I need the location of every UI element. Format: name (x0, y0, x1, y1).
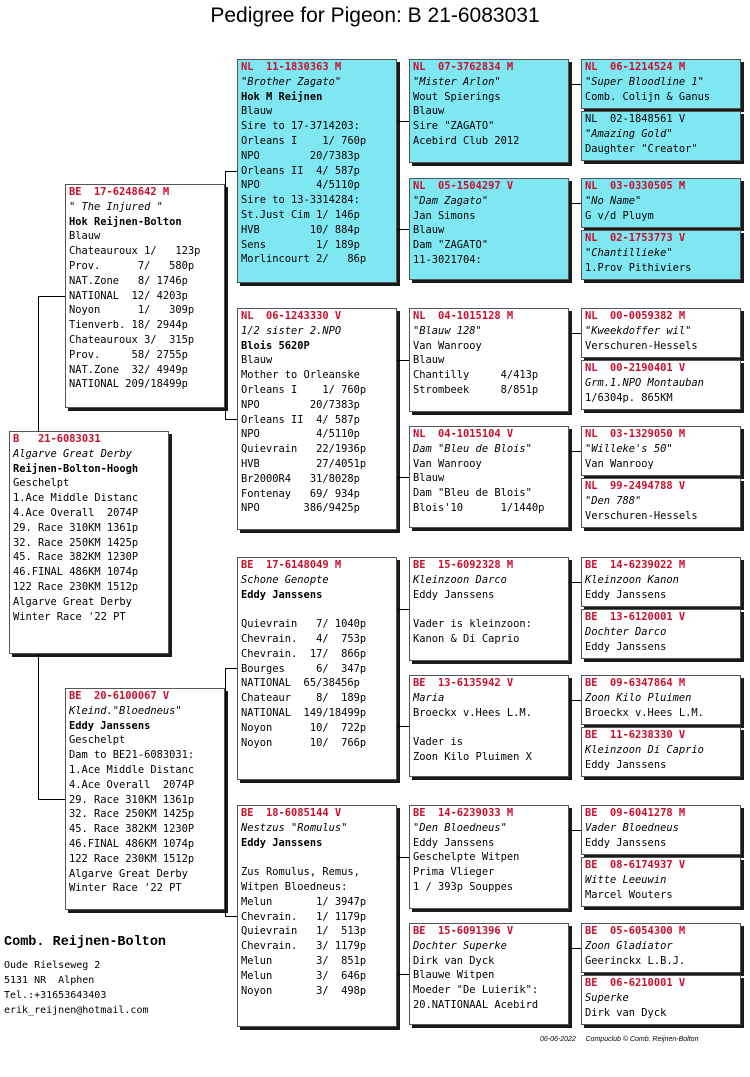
ring-number: NL 03-1329050 M (585, 428, 686, 440)
pigeon-info-line: Chateaur 8/ 189p (241, 692, 367, 705)
pigeon-info-line: "Dam Zagato" (413, 194, 489, 207)
pigeon-info-line (410, 720, 568, 735)
pigeon-info-line: Superke (585, 991, 629, 1004)
pigeon-info-line: Eddy Janssens (241, 836, 323, 849)
pigeon-info-line: NAT.Zone 32/ 4949p (69, 363, 188, 376)
pigeon-info-line: Witte Leeuwin (585, 873, 667, 886)
pigeon-info-line: HVB 10/ 884p (241, 223, 360, 236)
connector-line (225, 171, 237, 172)
pigeon-info-line: Hok M Reijnen (241, 90, 323, 103)
pigeon-info-line: 1.Ace Middle Distanc (13, 492, 139, 505)
pigeon-info-line: Blauw (413, 354, 445, 367)
pigeon-info-line: 32. Race 250KM 1425p (13, 536, 139, 549)
pigeon-card-gen3-1 (409, 59, 569, 163)
pigeon-info-line: Geschelpt (69, 734, 126, 747)
pigeon-card-subject (9, 431, 169, 654)
pigeon-card-sire-sire (237, 59, 397, 283)
pigeon-info-line: 29. Race 310KM 1361p (13, 521, 139, 534)
pigeon-info-line: Chantilly 4/413p (413, 369, 539, 382)
pigeon-card-dam-dam (237, 805, 397, 1027)
pigeon-info-line: Eddy Janssens (69, 719, 151, 732)
connector-line (397, 477, 409, 478)
pigeon-info-line: Melun 3/ 646p (241, 969, 367, 982)
pigeon-info-line: Eddy Janssens (585, 588, 667, 601)
pigeon-info-line: St.Just Cim 1/ 146p (241, 208, 360, 221)
pigeon-info-line: Algarve Great Derby (13, 595, 132, 608)
pigeon-info-line: Blauw (241, 105, 273, 118)
pigeon-info-line: 1.Ace Middle Distanc (69, 763, 195, 776)
pigeon-info-line: Mother to Orleanske (241, 369, 360, 382)
connector-line (38, 654, 39, 799)
pigeon-info-line: Van Wanrooy (585, 457, 654, 470)
pigeon-card-gen4-7 (581, 426, 741, 476)
ring-number: BE 13-6135942 V (413, 677, 514, 689)
pigeon-info-line: Noyon 10/ 722p (241, 721, 367, 734)
pigeon-info-line: Quievrain 7/ 1040p (241, 618, 367, 631)
pigeon-info-line: Dirk van Dyck (413, 954, 495, 967)
pigeon-info-line: Dam "Bleu de Blois" (413, 487, 532, 500)
pigeon-info-line: NATIONAL 209/18499p (69, 378, 188, 391)
ring-number: NL 05-1504297 V (413, 180, 514, 192)
pigeon-info-line (238, 850, 396, 865)
pigeon-info-line: NPO 4/5110p (241, 428, 360, 441)
pigeon-info-line: Quievrain 22/1936p (241, 443, 367, 456)
pigeon-card-sire (65, 184, 225, 408)
pigeon-info-line: Eddy Janssens (585, 836, 667, 849)
pigeon-info-line: NPO 20/7383p (241, 149, 360, 162)
pigeon-info-line: Kleind."Bloedneus" (69, 704, 182, 717)
ring-number: NL 04-1015104 V (413, 428, 514, 440)
connector-line (397, 726, 409, 727)
connector-line (397, 121, 409, 122)
pigeon-info-line: 1/6304p. 865KM (585, 391, 673, 404)
connector-line (397, 857, 409, 858)
ring-number: NL 03-0330505 M (585, 180, 686, 192)
pigeon-info-line: Orleans I 1/ 760p (241, 134, 367, 147)
ring-number: BE 05-6054300 M (585, 925, 686, 937)
pigeon-info-line: Quievrain 1/ 513p (241, 925, 367, 938)
pigeon-info-line: Kleinzoon Darco (413, 573, 507, 586)
pigeon-info-line: Zoon Kilo Pluimen X (413, 750, 532, 763)
connector-line (569, 84, 581, 85)
ring-number: NL 02-1848561 V (585, 113, 686, 125)
pigeon-card-dam (65, 688, 225, 910)
pigeon-info-line: 122 Race 230KM 1512p (69, 852, 195, 865)
pigeon-card-gen4-5 (581, 308, 741, 358)
ring-number: B 21-6083031 (13, 433, 101, 445)
pigeon-info-line: Marcel Wouters (585, 888, 673, 901)
pigeon-info-line: Algarve Great Derby (69, 867, 188, 880)
pigeon-info-line: Tienverb. 18/ 2944p (69, 319, 188, 332)
footer-stamp: 06-06-2022 Compuclub © Comb. Reijnen-Bolton (540, 1036, 699, 1043)
ring-number: BE 15-6092328 M (413, 559, 514, 571)
pigeon-card-gen3-5 (409, 557, 569, 661)
ring-number: BE 14-6239022 M (585, 559, 686, 571)
pigeon-card-gen3-2 (409, 178, 569, 280)
connector-line (397, 360, 409, 361)
pigeon-info-line: 45. Race 382KM 1230P (13, 551, 139, 564)
pigeon-info-line: Jan Simons (413, 209, 476, 222)
pigeon-info-line: Orleans II 4/ 587p (241, 413, 360, 426)
pigeon-info-line: Eddy Janssens (413, 836, 495, 849)
pigeon-info-line: 46.FINAL 486KM 1074p (69, 837, 195, 850)
pigeon-info-line: Van Wanrooy (413, 457, 482, 470)
pigeon-info-line: "Kweekdoffer wil" (585, 324, 692, 337)
ring-number: BE 14-6239033 M (413, 807, 514, 819)
connector-line (397, 609, 409, 610)
pigeon-info-line: "Den 788" (585, 494, 642, 507)
connector-line (225, 668, 237, 669)
connector-line (569, 830, 581, 831)
pigeon-info-line: 4.Ace Overall 2074P (69, 778, 195, 791)
ring-number: BE 20-6100067 V (69, 690, 170, 702)
pigeon-info-line: 1 / 393p Souppes (413, 880, 514, 893)
connector-line (225, 668, 226, 916)
ring-number: NL 02-1753773 V (585, 232, 686, 244)
pigeon-info-line: Eddy Janssens (585, 758, 667, 771)
pigeon-info-line: NATIONAL 12/ 4203p (69, 289, 188, 302)
pigeon-info-line: HVB 27/4051p (241, 457, 367, 470)
pigeon-info-line: Sire to 13-3314284: (241, 194, 360, 207)
ring-number: NL 99-2494788 V (585, 480, 686, 492)
ring-number: BE 18-6085144 V (241, 807, 342, 819)
pigeon-info-line: Nestzus "Romulus" (241, 821, 348, 834)
pigeon-info-line: Sire "ZAGATO" (413, 120, 495, 133)
connector-line (569, 700, 581, 701)
pigeon-info-line: Eddy Janssens (413, 588, 495, 601)
connector-line (569, 451, 581, 452)
pigeon-info-line: Grm.1.NPO Montauban (585, 376, 704, 389)
pigeon-info-line: Dochter Darco (585, 625, 667, 638)
pigeon-info-line: Eddy Janssens (241, 588, 323, 601)
ring-number: BE 09-6347864 M (585, 677, 686, 689)
pigeon-info-line: "Amazing Gold" (585, 127, 673, 140)
pigeon-info-line: Kleinzoon Kanon (585, 573, 679, 586)
pigeon-info-line: 20.NATIONAAL Acebird (413, 998, 539, 1011)
pigeon-info-line: Chevrain. 3/ 1179p (241, 940, 367, 953)
pigeon-info-line: Moeder "De Luierik": (413, 984, 539, 997)
pigeon-info-line: Kleinzoon Di Caprio (585, 743, 704, 756)
ring-number: BE 11-6238330 V (585, 729, 686, 741)
pigeon-info-line: Bourges 6/ 347p (241, 662, 367, 675)
pigeon-info-line: NATIONAL 65/38456p (241, 677, 360, 690)
pigeon-info-line: NATIONAL 149/18499p (241, 706, 367, 719)
pigeon-info-line: Blauw (413, 224, 445, 237)
pigeon-info-line: "Chantillieke" (585, 246, 673, 259)
pigeon-card-gen3-4 (409, 426, 569, 528)
pigeon-info-line: " The Injured " (69, 200, 163, 213)
ring-number: NL 00-2190401 V (585, 362, 686, 374)
pigeon-info-line: Chevrain. 4/ 753p (241, 632, 367, 645)
pigeon-info-line: NPO 386/9425p (241, 502, 360, 515)
pigeon-info-line: Zoon Gladiator (585, 939, 673, 952)
breeder-phone: Tel.:+31653643403 (4, 990, 107, 1001)
pigeon-info-line: Geschelpt (13, 477, 70, 490)
connector-line (38, 799, 65, 800)
pigeon-info-line: Noyon 1/ 309p (69, 304, 195, 317)
pigeon-info-line: NAT.Zone 8/ 1746p (69, 274, 188, 287)
pigeon-info-line: 46.FINAL 486KM 1074p (13, 566, 139, 579)
pigeon-info-line: 29. Race 310KM 1361p (69, 793, 195, 806)
pigeon-info-line: Broeckx v.Hees L.M. (413, 706, 532, 719)
ring-number: BE 06-6210001 V (585, 977, 686, 989)
pigeon-info-line: 45. Race 382KM 1230P (69, 823, 195, 836)
pigeon-card-gen4-3 (581, 178, 741, 228)
pigeon-info-line: Blauwe Witpen (413, 969, 495, 982)
pigeon-info-line: Reijnen-Bolton-Hoogh (13, 462, 139, 475)
pigeon-info-line: Fontenay 69/ 934p (241, 487, 360, 500)
connector-line (225, 916, 237, 917)
pigeon-info-line: Algarve Great Derby (13, 447, 132, 460)
pigeon-info-line: Kanon & Di Caprio (413, 632, 520, 645)
pigeon-info-line: Dam "Bleu de Blois" (413, 442, 532, 455)
pigeon-info-line: Zus Romulus, Remus, (241, 866, 360, 879)
pigeon-info-line: Wout Spierings (413, 90, 501, 103)
pigeon-info-line: "Mister Arlon" (413, 75, 501, 88)
pigeon-card-gen4-14 (581, 857, 741, 907)
pigeon-info-line: Acebird Club 2012 (413, 134, 520, 147)
ring-number: BE 17-6248642 M (69, 186, 170, 198)
pigeon-info-line: NPO 20/7383p (241, 398, 360, 411)
pigeon-info-line: Comb. Colijn & Ganus (585, 90, 711, 103)
pigeon-info-line: G v/d Pluym (585, 209, 654, 222)
page-title: Pedigree for Pigeon: B 21-6083031 (210, 4, 540, 27)
pigeon-info-line: Sire to 17-3714203: (241, 120, 360, 133)
pigeon-card-gen4-1 (581, 59, 741, 109)
pigeon-info-line: Eddy Janssens (585, 640, 667, 653)
pigeon-card-dam-sire (237, 557, 397, 780)
pigeon-info-line: Blauw (69, 230, 101, 243)
connector-line (225, 171, 226, 419)
pigeon-info-line: Noyon 10/ 766p (241, 736, 367, 749)
pigeon-info-line: "Willeke's 50" (585, 442, 673, 455)
pigeon-card-gen4-2 (581, 111, 741, 161)
pigeon-card-gen4-9 (581, 557, 741, 607)
pigeon-info-line: Blois 5620P (241, 339, 310, 352)
pigeon-info-line: Vader Bloedneus (585, 821, 679, 834)
pigeon-info-line: Orleans II 4/ 587p (241, 164, 360, 177)
connector-line (397, 229, 409, 230)
pigeon-info-line: Hok Reijnen-Bolton (69, 215, 182, 228)
pigeon-info-line: 1/2 sister 2.NPO (241, 324, 342, 337)
pigeon-info-line: NPO 4/5110p (241, 179, 360, 192)
pigeon-info-line: Blois'10 1/1440p (413, 501, 545, 514)
ring-number: BE 09-6041278 M (585, 807, 686, 819)
connector-line (225, 419, 237, 420)
pigeon-info-line: "No Name" (585, 194, 642, 207)
pigeon-info-line: Verschuren-Hessels (585, 509, 698, 522)
pigeon-info-line: 32. Race 250KM 1425p (69, 808, 195, 821)
pigeon-info-line: Maria (413, 691, 445, 704)
pigeon-info-line: Blauw (413, 105, 445, 118)
ring-number: NL 04-1015128 M (413, 310, 514, 322)
ring-number: NL 06-1214524 M (585, 61, 686, 73)
pigeon-info-line: Blauw (241, 354, 273, 367)
pigeon-info-line: 4.Ace Overall 2074P (13, 506, 139, 519)
ring-number: NL 11-1830363 M (241, 61, 342, 73)
pigeon-info-line: Prima Vlieger (413, 866, 495, 879)
connector-line (38, 296, 39, 432)
pigeon-card-gen4-10 (581, 609, 741, 659)
pigeon-info-line: 1.Prov Pithiviers (585, 261, 692, 274)
pigeon-info-line: Van Wanrooy (413, 339, 482, 352)
connector-line (569, 948, 581, 949)
pigeon-card-gen4-12 (581, 727, 741, 777)
pigeon-info-line: Prov. 7/ 580p (69, 259, 195, 272)
pigeon-info-line: Winter Race '22 PT (69, 882, 182, 895)
pigeon-info-line: Broeckx v.Hees L.M. (585, 706, 704, 719)
connector-line (569, 333, 581, 334)
pigeon-info-line: Dam to BE21-6083031: (69, 749, 195, 762)
pigeon-info-line: Sens 1/ 189p (241, 238, 360, 251)
pigeon-info-line: Winter Race '22 PT (13, 610, 126, 623)
pigeon-info-line: Chateauroux 3/ 315p (69, 333, 195, 346)
pigeon-card-gen3-8 (409, 923, 569, 1025)
ring-number: NL 06-1243330 V (241, 310, 342, 322)
pigeon-info-line: Schone Genopte (241, 573, 329, 586)
pigeon-info-line: Chevrain. 17/ 866p (241, 647, 367, 660)
pigeon-card-gen4-8 (581, 478, 741, 528)
pigeon-info-line: Geschelpte Witpen (413, 851, 520, 864)
pigeon-info-line: "Super Bloodline 1" (585, 75, 704, 88)
pigeon-info-line: 11-3021704: (413, 253, 482, 266)
pigeon-card-sire-dam (237, 308, 397, 530)
pigeon-card-gen4-6 (581, 360, 741, 410)
pigeon-info-line: Daughter "Creator" (585, 142, 698, 155)
breeder-address: Oude Rielseweg 2 (4, 960, 101, 971)
breeder-name: Comb. Reijnen-Bolton (4, 935, 167, 950)
pigeon-info-line: Orleans I 1/ 760p (241, 383, 367, 396)
pigeon-info-line: "Den Bloedneus" (413, 821, 507, 834)
pigeon-info-line: Dam "ZAGATO" (413, 239, 489, 252)
pigeon-info-line: Dirk van Dyck (585, 1006, 667, 1019)
pigeon-card-gen4-4 (581, 230, 741, 280)
pigeon-info-line: 122 Race 230KM 1512p (13, 580, 139, 593)
pigeon-info-line (238, 602, 396, 617)
pigeon-info-line: Melun 3/ 851p (241, 954, 367, 967)
pigeon-card-gen4-13 (581, 805, 741, 855)
connector-line (569, 582, 581, 583)
pigeon-info-line: Melun 1/ 3947p (241, 895, 367, 908)
connector-line (38, 296, 65, 297)
pigeon-card-gen3-7 (409, 805, 569, 909)
breeder-city: 5131 NR Alphen (4, 975, 95, 986)
pigeon-card-gen4-16 (581, 975, 741, 1025)
pigeon-info-line: Noyon 3/ 498p (241, 984, 367, 997)
pigeon-info-line: Morlincourt 2/ 86p (241, 253, 367, 266)
pigeon-info-line: Vader is kleinzoon: (413, 618, 532, 631)
pigeon-info-line: Zoon Kilo Pluimen (585, 691, 692, 704)
pigeon-card-gen4-11 (581, 675, 741, 725)
pigeon-info-line: Geerinckx L.B.J. (585, 954, 686, 967)
pigeon-info-line: Br2000R4 31/8028p (241, 472, 360, 485)
connector-line (397, 974, 409, 975)
pigeon-info-line: Witpen Bloedneus: (241, 880, 348, 893)
pigeon-info-line: Prov. 58/ 2755p (69, 348, 188, 361)
ring-number: NL 00-0059382 M (585, 310, 686, 322)
ring-number: BE 15-6091396 V (413, 925, 514, 937)
pigeon-info-line: Blauw (413, 472, 445, 485)
pigeon-info-line: Chateauroux 1/ 123p (69, 245, 201, 258)
pigeon-info-line (410, 602, 568, 617)
pigeon-info-line: "Brother Zagato" (241, 75, 342, 88)
pigeon-info-line: Vader is (413, 736, 464, 749)
pigeon-info-line: Strombeek 8/851p (413, 383, 539, 396)
pigeon-card-gen3-3 (409, 308, 569, 412)
ring-number: BE 17-6148049 M (241, 559, 342, 571)
pigeon-card-gen4-15 (581, 923, 741, 973)
ring-number: BE 13-6120001 V (585, 611, 686, 623)
connector-line (569, 203, 581, 204)
breeder-email: erik_reijnen@hotmail.com (4, 1005, 149, 1016)
pigeon-info-line: "Blauw 128" (413, 324, 482, 337)
pigeon-info-line: Verschuren-Hessels (585, 339, 698, 352)
ring-number: BE 08-6174937 V (585, 859, 686, 871)
ring-number: NL 07-3762834 M (413, 61, 514, 73)
pigeon-card-gen3-6 (409, 675, 569, 777)
pigeon-info-line: Chevrain. 1/ 1179p (241, 910, 367, 923)
pigeon-info-line: Dochter Superke (413, 939, 507, 952)
